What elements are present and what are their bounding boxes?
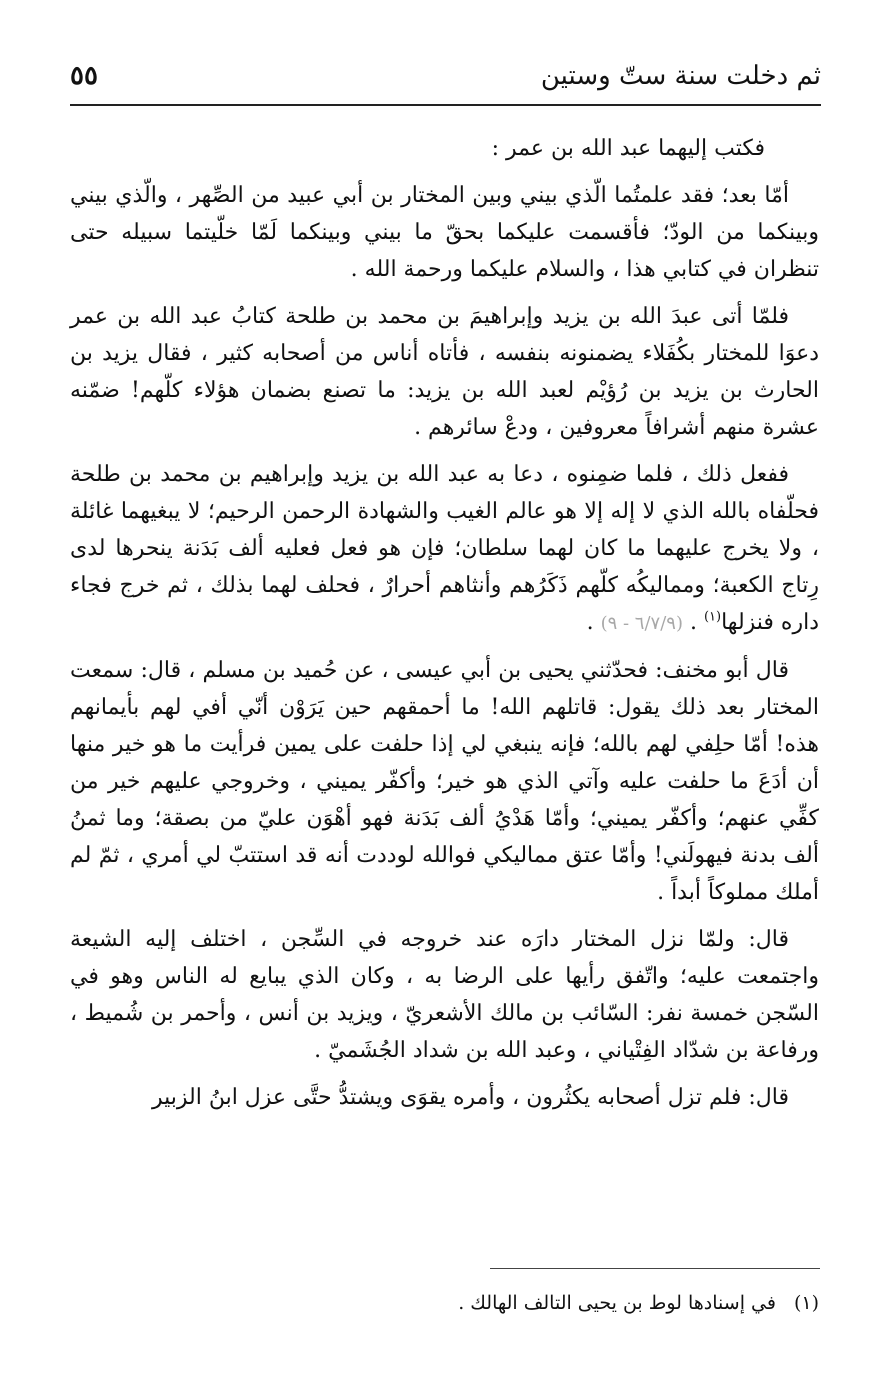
footnote-marker: (١) (703, 609, 722, 625)
footnote (70, 1288, 819, 1318)
paragraph-3: فلمّا أتى عبدَ الله بن يزيد وإبراهيمَ بن محمد بن طلحة كتابُ عبد الله بن عمر دعوَا للمختار بكُفَلاء يضمنونه بنفسه ، فأتاه أناس من أصحابه كثير ، فقال يزيد بن الحارث بن يزيد بن رُؤيْم لعبد الله بن يزيد: ما تصنع بضمان هؤلاء كلّهم! ضمّنه عشرة منهم أشرافاً معروفين ، ودعْ سائرهم . (70, 304, 819, 440)
paragraph-7: قال: فلم تزل أصحابه يكثُرون ، وأمره يقوَى ويشتدُّ حتَّى عزل ابنُ الزبير (151, 1085, 789, 1110)
main-text (70, 130, 819, 1126)
page-number: ٥٥ (70, 61, 98, 91)
page-header (70, 52, 821, 100)
paragraph-2: أمّا بعد؛ فقد علمتُما الّذي بيني وبين المختار بن أبي عبيد من الصِّهر ، والّذي بيني وبينكما من الودّ؛ فأقسمت عليكما بحقّ ما بيني وبينكما لَمّا خلّيتما سبيله حتى تنظران في كتابي هذا ، والسلام عليكما ورحمة الله . (70, 183, 819, 282)
paragraph-4-text: ففعل ذلك ، فلما ضمِنوه ، دعا به عبد الله بن يزيد وإبراهيم بن محمد بن طلحة فحلّفاه بالله الذي لا إله إلا هو عالم الغيب والشهادة الرحمن الرحيم؛ لا يبغيهما غائلة ، ولا يخرج عليهما ما كان لهما سلطان؛ فإن هو فعل فعليه ألف بَدَنة ينحرها لدى رِتاج الكعبة؛ ومماليكُه كلّهم ذَكَرُهم وأنثاهم أحرارٌ ، فحلف لهما بذلك ، ثم خرج فجاء داره فنزلها (70, 462, 819, 635)
footnote-text: في إسنادها لوط بن يحيى التالف الهالك . (458, 1292, 776, 1314)
footnote-number: (١) (793, 1292, 819, 1314)
paragraph-1: فكتب إليهما عبد الله بن عمر : (491, 136, 765, 161)
paragraph-4: ففعل ذلك ، فلما ضمِنوه ، دعا به عبد الله بن يزيد وإبراهيم بن محمد بن طلحة فحلّفاه بالله الذي لا إله إلا هو عالم الغيب والشهادة الرحمن الرحيم؛ لا يبغيهما غائلة ، ولا يخرج عليهما ما كان لهما سلطان؛ فإن هو فعل فعليه ألف بَدَنة ينحرها لدى رِتاج الكعبة؛ ومماليكُه كلّهم ذَكَرُهم وأنثاهم أحرارٌ ، فحلف لهما بذلك ، ثم خرج فجاء داره فنزلها$^{(١)}$ . (٦/٧/٩ - ٩) . (70, 462, 819, 635)
footnote-rule (490, 1268, 820, 1269)
running-title: ثم دخلت سنة ستّ وستين (540, 61, 821, 91)
header-rule (70, 104, 821, 106)
paragraph-5: قال أبو مخنف: فحدّثني يحيى بن أبي عيسى ، عن حُميد بن مسلم ، قال: سمعت المختار بعد ذلك يقول: قاتلهم الله! ما أحمقهم حين يَرَوْن أنّي أفي لهم بأيمانهم هذه! أمّا حلِفي لهم بالله؛ فإنه ينبغي لي إذا حلفت على يمين فرأيت ما هو خير منها أن أدَعَ ما حلفت عليه وآتي الذي هو خير؛ وأكفّر يميني ، وخروجي عليهم خير من كفِّي عنهم؛ وأكفّر يميني؛ وأمّا هَدْيُ ألف بَدَنة فهو أهْوَن عليّ من بصقة؛ وما ثمنُ ألف بدنة فيهولَني! وأمّا عتق مماليكي فوالله لوددت أنه قد استتبّ لي أمري ، ثمّ لم أملك مملوكاً أبداً . (70, 658, 820, 905)
source-reference: (٦/٧/٩ - ٩) (600, 613, 683, 634)
paragraph-6: قال: ولمّا نزل المختار دارَه عند خروجه في السِّجن ، اختلف إليه الشيعة واجتمعت عليه؛ واتّفق رأيها على الرضا به ، وكان الذي يبايع له الناس وهو في السّجن خمسة نفر: السّائب بن مالك الأشعريّ ، ويزيد بن أنس ، وأحمر بن شُميط ، ورفاعة بن شدّاد الفِتْياني ، وعبد الله بن شداد الجُشَميّ . (70, 927, 819, 1063)
